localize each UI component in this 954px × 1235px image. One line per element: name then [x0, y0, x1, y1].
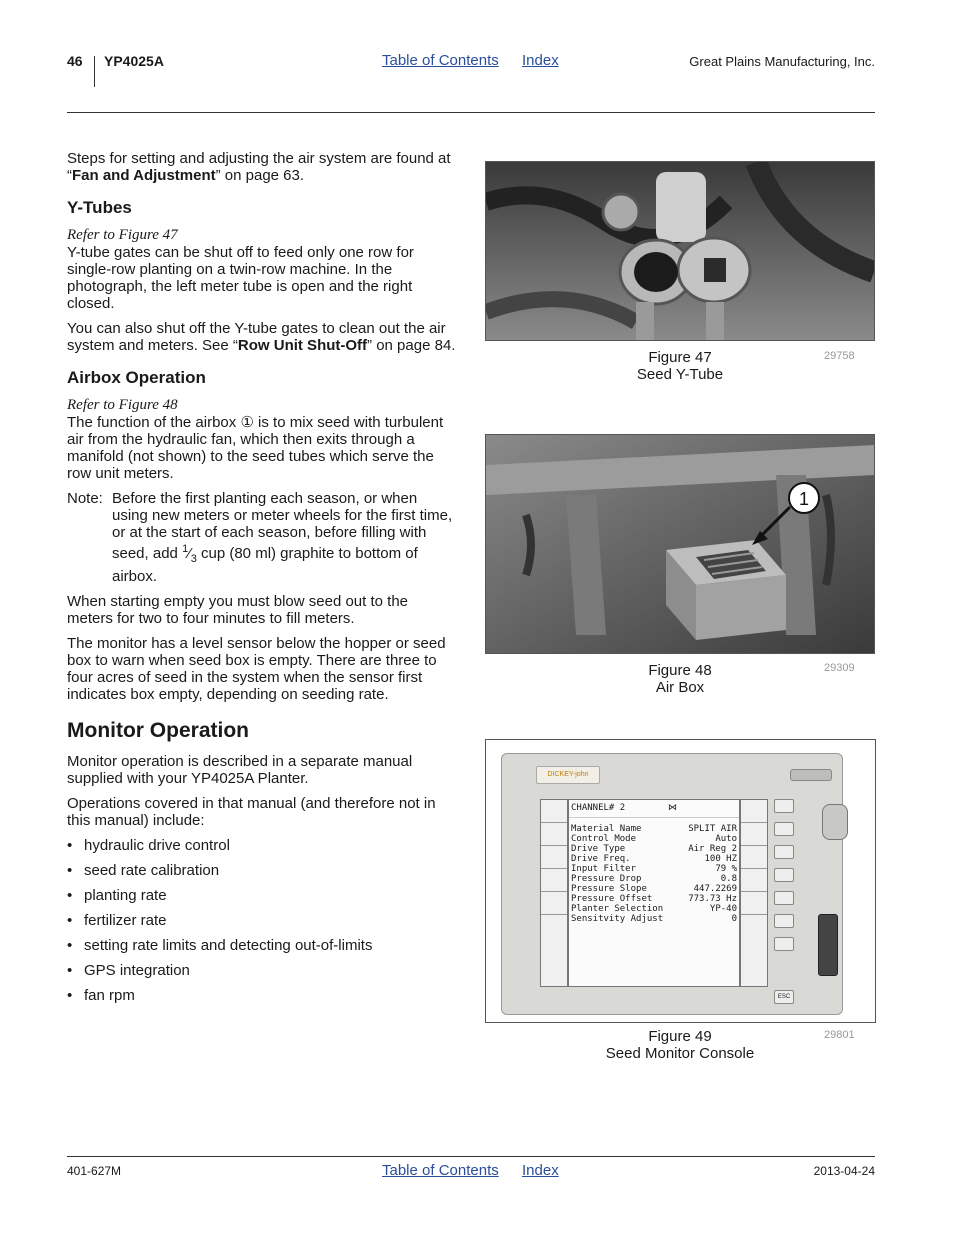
console-soft-key[interactable]: [774, 845, 794, 859]
figure-49-frame: [485, 739, 876, 1023]
figure-49-id: 29801: [824, 1029, 855, 1041]
ytubes-paragraph-2: You can also shut off the Y-tube gates to clean out the air system and meters. See “Row Unit Shut-Off” on page 84.: [67, 320, 456, 354]
list-item: • fan rpm: [67, 987, 457, 1004]
figure-48-caption: Figure 48 Air Box: [648, 662, 712, 696]
console-row: Material Name SPLIT AIR: [571, 824, 737, 834]
console-screen: [568, 799, 740, 987]
list-item: • seed rate calibration: [67, 862, 457, 879]
figure-47-caption: Figure 47 Seed Y-Tube: [636, 349, 724, 383]
console-knob[interactable]: [822, 804, 848, 840]
monitor-paragraph-2: Operations covered in that manual (and therefore not in this manual) include:: [67, 795, 436, 829]
console-esc-key[interactable]: ESC: [774, 990, 794, 1004]
monitor-paragraph-1: Monitor operation is described in a separate manual supplied with your YP4025A Planter.: [67, 753, 413, 787]
footer-index-link[interactable]: Index: [522, 1162, 559, 1179]
console-channel: CHANNEL# 2: [571, 803, 626, 813]
console-soft-key[interactable]: [774, 914, 794, 928]
console-soft-key[interactable]: [774, 937, 794, 951]
note-label: Note:: [67, 490, 103, 507]
console-soft-key[interactable]: [774, 891, 794, 905]
airbox-heading: Airbox Operation: [67, 368, 206, 387]
left-column: [67, 150, 457, 1012]
footer-doc-number: 401-627M: [67, 1164, 122, 1178]
figure-48-photo: [485, 434, 875, 654]
console-row: Pressure Offset 773.73 Hz: [571, 894, 737, 904]
console-side-handle: [818, 914, 838, 976]
console-top-switch: [790, 769, 832, 781]
figure-49-caption: Figure 49 Seed Monitor Console: [605, 1028, 755, 1062]
company-name: Great Plains Manufacturing, Inc.: [689, 54, 875, 69]
airbox-paragraph-3: The monitor has a level sensor below the hopper or seed box to warn when seed box is empty. There are three to four acres of seed in the system when the sensor first indicates box empty, depending on seeding rate.: [67, 635, 446, 703]
figure-48-id: 29309: [824, 662, 855, 674]
console-row: Planter Selection YP-40: [571, 904, 737, 914]
note-text: Before the first planting each season, or when using new meters or meter wheels for the first time, or at the start of each season, before filling with seed, add $^1⁄_3$ cup (80 ml) graphite to bottom of airbox.: [112, 490, 453, 585]
figure-48-callout: 1: [798, 489, 810, 509]
console-row: Control Mode Auto: [571, 834, 737, 844]
y-tube-illustration: [486, 162, 874, 340]
console-row: Drive Type Air Reg 2: [571, 844, 737, 854]
monitor-heading: Monitor Operation: [67, 719, 249, 742]
ytubes-heading: Y-Tubes: [67, 198, 132, 217]
figure-47-photo: [485, 161, 875, 341]
list-item: • fertilizer rate: [67, 912, 457, 929]
console-soft-key[interactable]: [774, 822, 794, 836]
intro-paragraph: Steps for setting and adjusting the air system are found at “Fan and Adjustment” on page 63.: [67, 150, 451, 184]
console-row: Pressure Slope 447.2269: [571, 884, 737, 894]
airbox-note: [67, 490, 457, 585]
console-row: Drive Freq. 100 HZ: [571, 854, 737, 864]
header-rule: [67, 112, 875, 113]
footer-date: 2013-04-24: [813, 1164, 875, 1178]
console-brand-label: DICKEY-john: [536, 766, 600, 784]
list-item: • planting rate: [67, 887, 457, 904]
console-soft-key[interactable]: [774, 799, 794, 813]
figure-47-id: 29758: [824, 350, 855, 362]
console-row: Input Filter 79 %: [571, 864, 737, 874]
footer-rule: [67, 1156, 875, 1157]
channel-icon: ⋈: [668, 803, 677, 813]
footer-toc-link[interactable]: Table of Contents: [382, 1162, 499, 1179]
index-link[interactable]: Index: [522, 52, 559, 69]
page-number: 46: [67, 53, 83, 69]
model-name: YP4025A: [104, 53, 164, 69]
header-divider: [94, 56, 95, 87]
ytubes-refer: Refer to Figure 47: [67, 227, 178, 243]
console-soft-key[interactable]: [774, 868, 794, 882]
console-row: Pressure Drop 0.8: [571, 874, 737, 884]
list-item: • hydraulic drive control: [67, 837, 457, 854]
ytubes-paragraph-1: Y-tube gates can be shut off to feed only one row for single-row planting on a twin-row machine. In the photograph, the left meter tube is open and the right closed.: [67, 244, 414, 312]
air-box-illustration: [486, 435, 874, 653]
toc-link[interactable]: Table of Contents: [382, 52, 499, 69]
console-left-icon-bar: [540, 799, 568, 987]
console-right-icon-bar: [740, 799, 768, 987]
console-row: Sensitvity Adjust 0: [571, 914, 737, 924]
console-housing: [501, 753, 843, 1015]
airbox-paragraph-2: When starting empty you must blow seed out to the meters for two to four minutes to fill meters.: [67, 593, 409, 627]
airbox-paragraph-1: The function of the airbox ① is to mix seed with turbulent air from the hydraulic fan, which then exits through a manifold (not shown) to the seed tubes which serve the row unit meters.: [67, 414, 444, 482]
airbox-refer: Refer to Figure 48: [67, 397, 178, 413]
monitor-bullet-list: [67, 837, 457, 1004]
list-item: • setting rate limits and detecting out-of-limits: [67, 937, 457, 954]
list-item: • GPS integration: [67, 962, 457, 979]
